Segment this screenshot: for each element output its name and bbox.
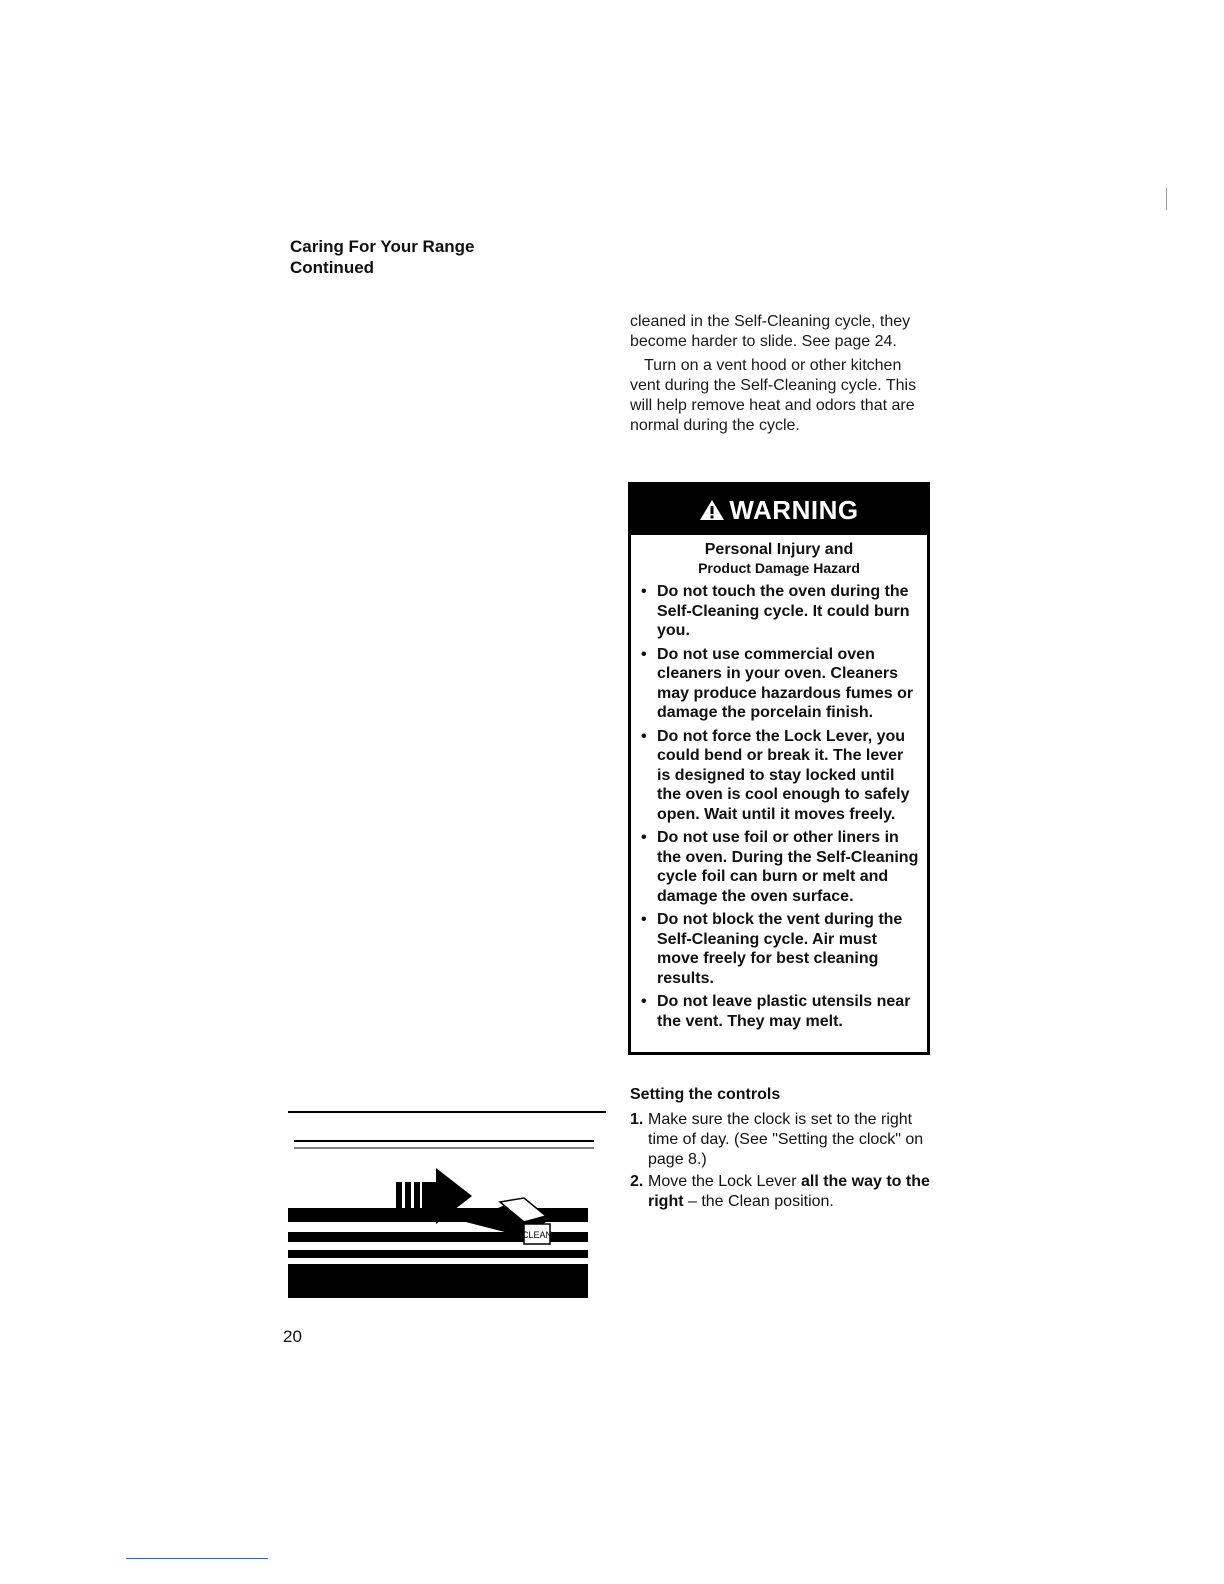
warning-title: WARNING [729,494,859,525]
intro-paragraph-2: Turn on a vent hood or other kitchen vent during the Self-Cleaning cycle. This will help remove heat and odors that are normal during the cycle. [630,357,917,434]
page-number: 20 [283,1327,302,1346]
steps-list [630,1110,930,1212]
margin-tick [1166,188,1167,210]
footer-rule [126,1558,268,1559]
warning-item: • Do not use commercial oven cleaners in your oven. Cleaners may produce hazardous fumes or damage the porcelain finish. [641,645,914,721]
section-heading [290,236,475,278]
step-text-emphasis: all the way to the right [648,1173,930,1210]
section-subtitle: Continued [290,258,375,277]
warning-box [628,482,930,1055]
warning-triangle-icon [699,499,725,521]
section-title: Caring For Your Range [290,237,475,256]
step-text-pre: Move the Lock Lever [648,1173,801,1190]
warning-banner [631,485,927,535]
warning-list [631,582,927,1031]
warning-item: • Do not leave plastic utensils near the vent. They may melt. [641,993,911,1030]
intro-paragraph-1: cleaned in the Self-Cleaning cycle, they become harder to slide. See page 24. [630,313,911,350]
warning-subtitle: Personal Injury and [704,541,854,558]
intro-text [630,312,930,436]
setting-controls-section [630,1086,930,1214]
controls-heading: Setting the controls [630,1086,781,1103]
step-item: 1. Make sure the clock is set to the right time of day. (See "Setting the clock" on page 8.) [630,1111,924,1168]
step-text: Make sure the clock is set to the right time of day. (See "Setting the clock" on page 8.) [648,1111,924,1168]
warning-item: • Do not use foil or other liners in the oven. During the Self-Cleaning cycle foil can burn or melt and damage the oven surface. [641,829,919,905]
warning-hazard-type: Product Damage Hazard [698,560,860,576]
step-text-post: – the Clean position. [683,1193,834,1210]
warning-item: • Do not block the vent during the Self-Cleaning cycle. Air must move freely for best cleaning results. [641,911,903,987]
step-item: 2. Move the Lock Lever all the way to the right – the Clean position. [630,1173,930,1210]
warning-item: • Do not touch the oven during the Self-Cleaning cycle. It could burn you. [641,583,910,639]
lock-lever-illustration [288,1108,608,1300]
warning-item: • Do not force the Lock Lever, you could bend or break it. The lever is designed to stay locked until the oven is cool enough to safely open. Wait until it moves freely. [641,727,910,823]
clean-label: CLEAN [521,1230,553,1240]
